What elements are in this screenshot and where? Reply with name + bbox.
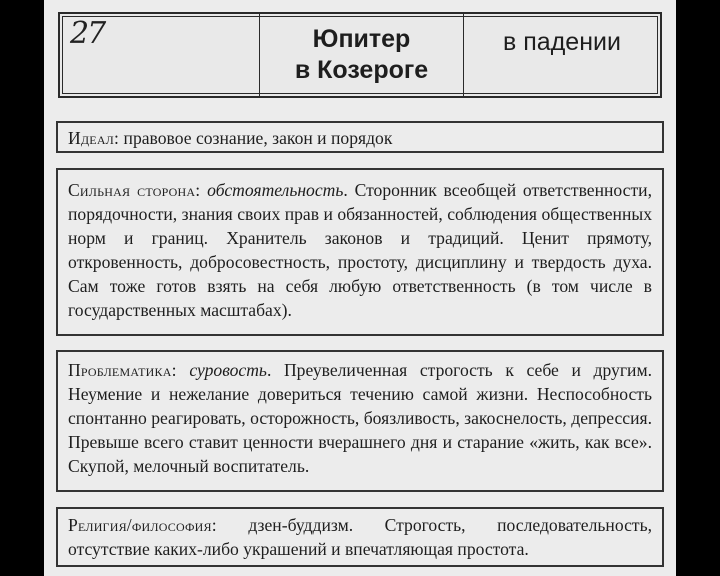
strength-keyword: обстоятельность xyxy=(207,180,344,200)
strength-box xyxy=(56,168,664,336)
problems-label: Проблематика: xyxy=(68,360,177,380)
book-page xyxy=(44,0,676,576)
ideal-box xyxy=(56,121,664,153)
title-line-1: Юпитер xyxy=(312,25,411,53)
strength-label: Сильная сторона: xyxy=(68,180,201,200)
title-cell xyxy=(260,14,464,96)
ideal-text: правовое сознание, закон и порядок xyxy=(123,128,393,148)
page-number: 27 xyxy=(70,16,105,51)
problems-keyword: суровость xyxy=(189,360,267,380)
religion-box xyxy=(56,507,664,567)
status-text: в падении xyxy=(503,28,621,56)
problems-text: . Преувеличенная строгость к себе и другим. Неумение и нежелание довериться течению самой жизни. Неспособность спонтанно реагировать, осторожность, боязливость, закоснелость, депрессия. Превыше всего ставит ценности вчерашнего дня и старание «жить, как все». Скупой, мелочный воспитатель. xyxy=(68,360,653,476)
header-table xyxy=(58,12,662,98)
religion-label: Религия/философия: xyxy=(68,515,217,535)
ideal-label: Идеал: xyxy=(68,128,120,148)
status-cell xyxy=(464,14,660,96)
religion-text: дзен-буддизм. Строгость, последовательность, отсутствие каких-либо украшений и впечатляющая простота. xyxy=(68,515,652,559)
page-number-cell xyxy=(60,14,260,96)
title-line-2: в Козероге xyxy=(294,56,429,84)
problems-box xyxy=(56,350,664,492)
strength-text: . Сторонник всеобщей ответственности, порядочности, знания своих прав и обязанностей, соблюдения общественных норм и границ. Хранитель законов и традиций. Ценит прямоту, откровенность, добросовестность, простоту, дисциплину и твердость духа. Сам тоже готов взять на себя любую ответственность (в том числе в государственных масштабах). xyxy=(68,180,652,320)
